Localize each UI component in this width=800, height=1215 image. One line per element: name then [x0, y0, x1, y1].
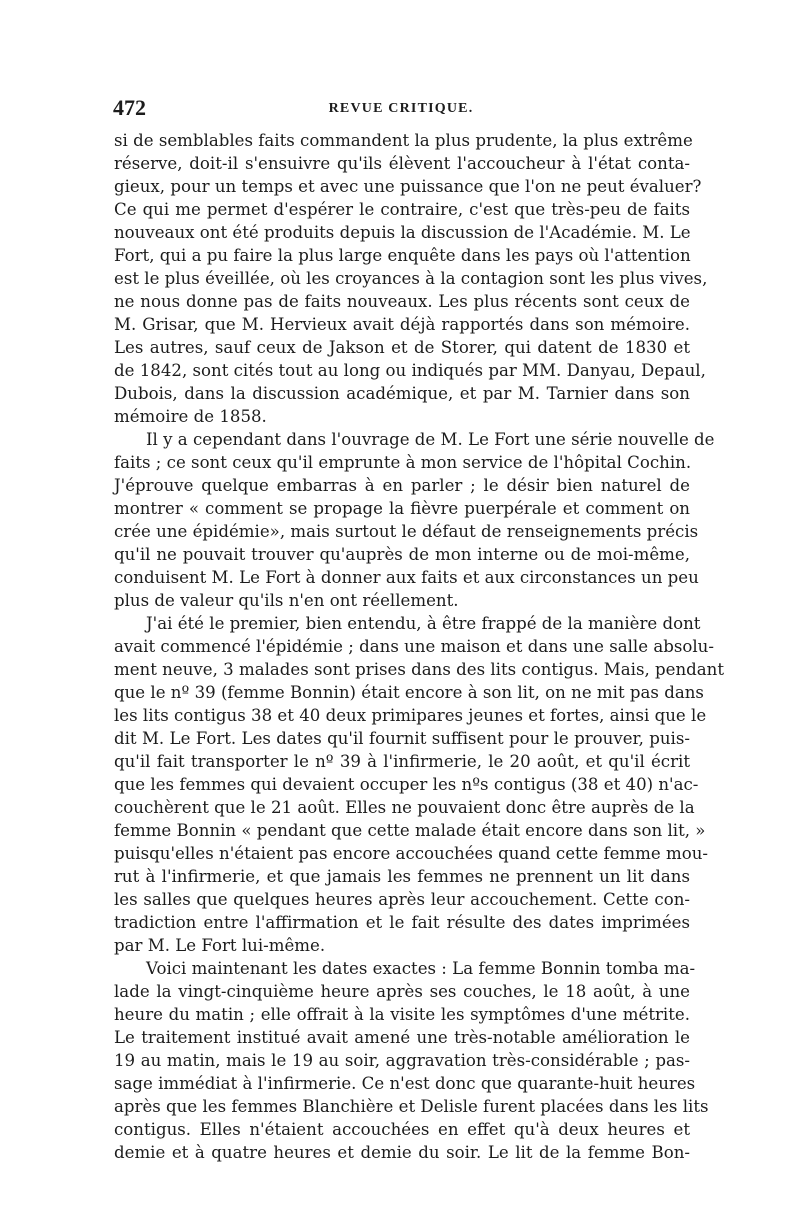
- text-line: Le traitement institué avait amené une très-notable amélioration le: [114, 1028, 690, 1047]
- text-line: les lits contigus 38 et 40 deux primipares jeunes et fortes, ainsi que le: [114, 706, 707, 725]
- page-header: [113, 96, 689, 120]
- text-line: crée une épidémie», mais surtout le défaut de renseignements précis: [114, 522, 699, 541]
- text-line: heure du matin ; elle offrait à la visite les symptômes d'une métrite.: [114, 1005, 690, 1024]
- text-line: rut à l'infirmerie, et que jamais les femmes ne prennent un lit dans: [114, 867, 690, 886]
- text-line: Les autres, sauf ceux de Jakson et de Storer, qui datent de 1830 et: [114, 338, 690, 357]
- text-line: 19 au matin, mais le 19 au soir, aggravation très-considérable ; pas-: [114, 1051, 690, 1070]
- text-line: réserve, doit-il s'ensuivre qu'ils élèvent l'accoucheur à l'état conta-: [114, 154, 690, 173]
- text-line: couchèrent que le 21 août. Elles ne pouvaient donc être auprès de la: [114, 798, 695, 817]
- text-line: après que les femmes Blanchière et Delisle furent placées dans les lits: [114, 1097, 709, 1116]
- text-line: dit M. Le Fort. Les dates qu'il fournit suffisent pour le prouver, puis-: [114, 729, 690, 748]
- text-line: que les femmes qui devaient occuper les nºs contigus (38 et 40) n'ac-: [114, 775, 699, 794]
- text-line: contigus. Elles n'étaient accouchées en effet qu'à deux heures et: [114, 1120, 690, 1139]
- paragraph-start-line: Voici maintenant les dates exactes : La femme Bonnin tomba ma-: [146, 959, 696, 978]
- text-line: J'éprouve quelque embarras à en parler ; le désir bien naturel de: [114, 476, 690, 495]
- text-line: gieux, pour un temps et avec une puissance que l'on ne peut évaluer?: [114, 177, 702, 196]
- text-line: tradiction entre l'affirmation et le fait résulte des dates imprimées: [114, 913, 690, 932]
- running-title: REVUE CRITIQUE.: [328, 101, 474, 116]
- text-line: de 1842, sont cités tout au long ou indiqués par MM. Danyau, Depaul,: [114, 361, 706, 380]
- text-line: faits ; ce sont ceux qu'il emprunte à mon service de l'hôpital Cochin.: [114, 453, 692, 472]
- paragraph-end-line: mémoire de 1858.: [114, 407, 267, 426]
- text-line: Fort, qui a pu faire la plus large enquête dans les pays où l'attention: [114, 246, 691, 265]
- text-line: demie et à quatre heures et demie du soir. Le lit de la femme Bon-: [114, 1143, 690, 1162]
- text-line: si de semblables faits commandent la plus prudente, la plus extrême: [114, 131, 693, 150]
- text-line: nouveaux ont été produits depuis la discussion de l'Académie. M. Le: [114, 223, 691, 242]
- text-line: que le nº 39 (femme Bonnin) était encore à son lit, on ne mit pas dans: [114, 683, 704, 702]
- text-line: puisqu'elles n'étaient pas encore accouchées quand cette femme mou-: [114, 844, 709, 863]
- text-line: ment neuve, 3 malades sont prises dans des lits contigus. Mais, pendant: [114, 660, 725, 679]
- paragraph-start-line: Il y a cependant dans l'ouvrage de M. Le Fort une série nouvelle de: [146, 430, 715, 449]
- paragraph-end-line: par M. Le Fort lui-même.: [114, 936, 326, 955]
- text-line: ne nous donne pas de faits nouveaux. Les plus récents sont ceux de: [114, 292, 690, 311]
- page-number: 472: [113, 95, 146, 120]
- text-line: M. Grisar, que M. Hervieux avait déjà rapportés dans son mémoire.: [114, 315, 690, 334]
- text-line: Dubois, dans la discussion académique, et par M. Tarnier dans son: [114, 384, 690, 403]
- text-line: lade la vingt-cinquième heure après ses couches, le 18 août, à une: [114, 982, 690, 1001]
- text-line: avait commencé l'épidémie ; dans une maison et dans une salle absolu-: [114, 637, 714, 656]
- text-line: les salles que quelques heures après leur accouchement. Cette con-: [114, 890, 690, 909]
- text-line: Ce qui me permet d'espérer le contraire, c'est que très-peu de faits: [114, 200, 690, 219]
- text-line: femme Bonnin « pendant que cette malade était encore dans son lit, »: [114, 821, 706, 840]
- paragraph-end-line: plus de valeur qu'ils n'en ont réellement.: [114, 591, 459, 610]
- body-text: [114, 129, 725, 1164]
- text-line: qu'il ne pouvait trouver qu'auprès de mon interne ou de moi-même,: [114, 545, 690, 564]
- text-line: qu'il fait transporter le nº 39 à l'infirmerie, le 20 août, et qu'il écrit: [114, 752, 690, 771]
- text-line: est le plus éveillée, où les croyances à la contagion sont les plus vives,: [114, 269, 708, 288]
- paragraph-start-line: J'ai été le premier, bien entendu, à être frappé de la manière dont: [146, 614, 701, 633]
- text-line: sage immédiat à l'infirmerie. Ce n'est donc que quarante-huit heures: [114, 1074, 696, 1093]
- text-line: conduisent M. Le Fort à donner aux faits et aux circonstances un peu: [114, 568, 699, 587]
- text-line: montrer « comment se propage la fièvre puerpérale et comment on: [114, 499, 690, 518]
